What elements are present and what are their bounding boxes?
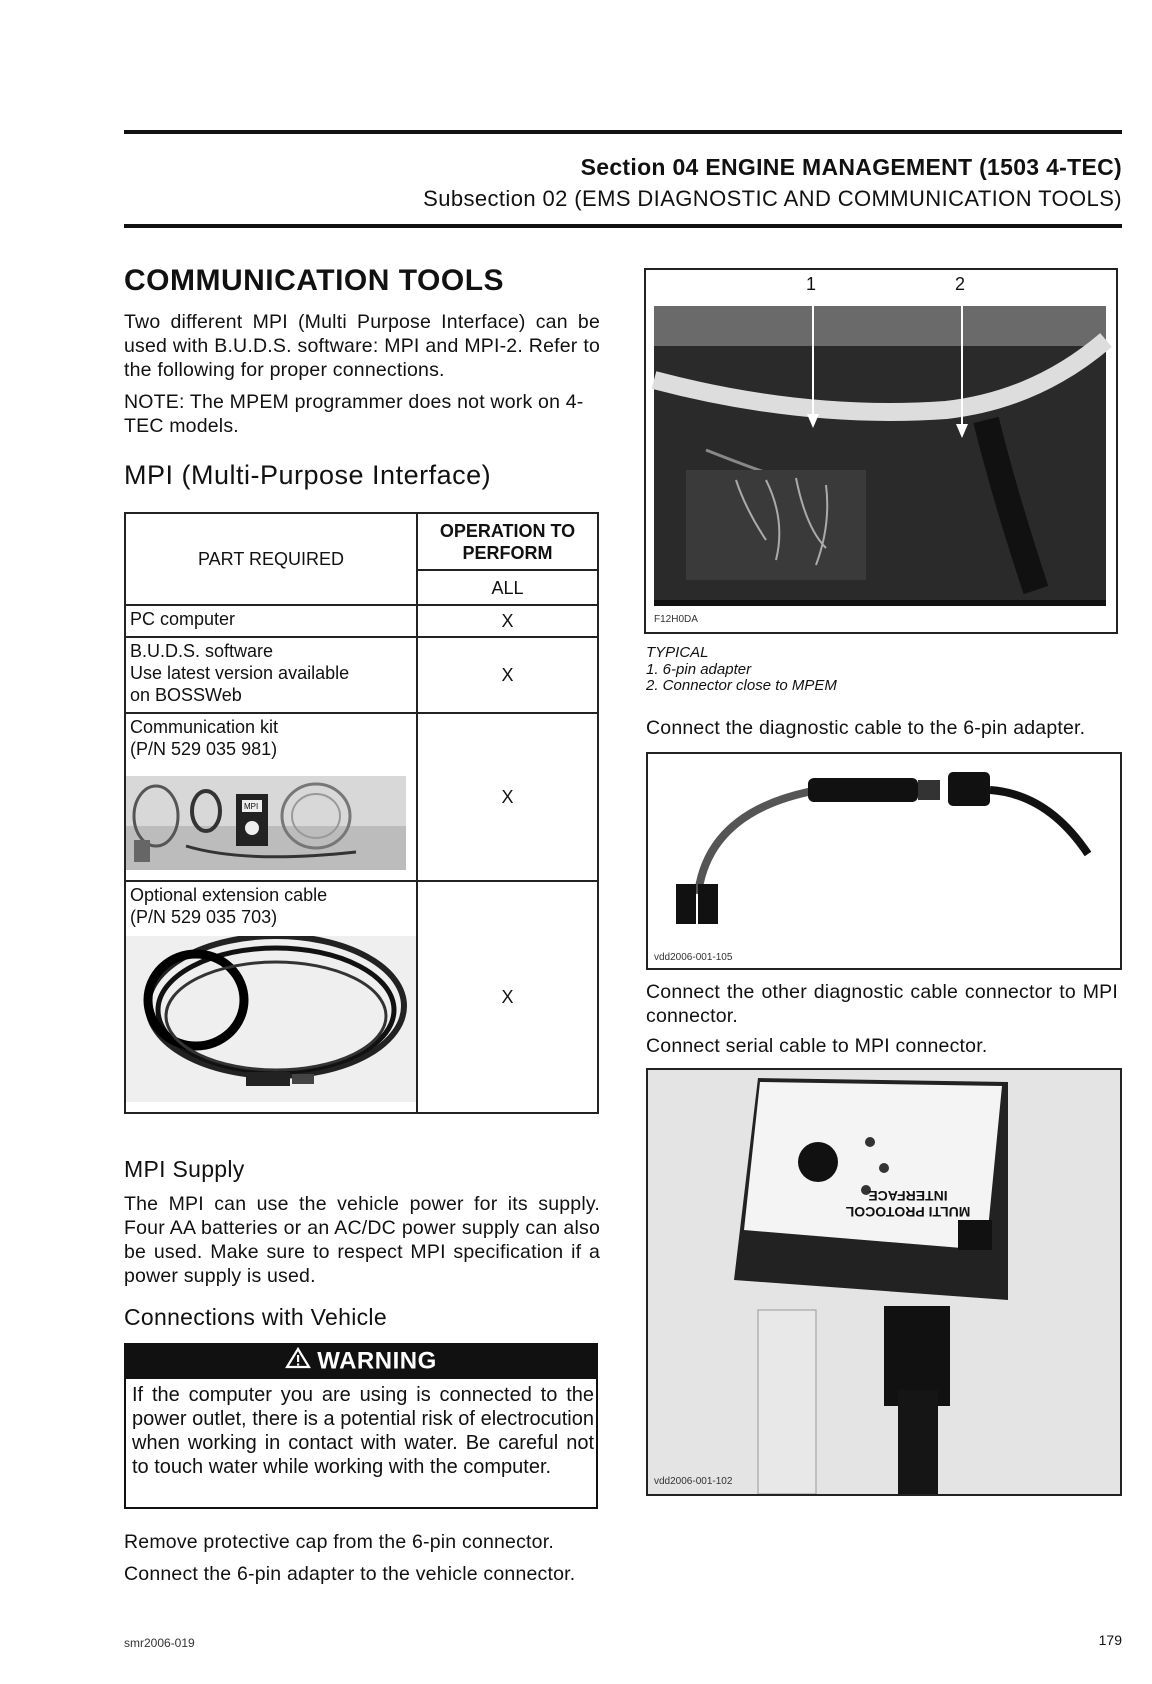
parts-table — [124, 512, 599, 1114]
table-cell-line: (P/N 529 035 703) — [130, 907, 278, 927]
note-text: The MPEM programmer does not work on 4-TEC models. — [124, 391, 584, 437]
page-heading: COMMUNICATION TOOLS — [124, 264, 505, 297]
figure-caption-item-1: 1. 6-pin adapter — [646, 661, 752, 678]
figure-code: vdd2006-001-105 — [654, 952, 733, 963]
engine-connector-photo — [644, 268, 1118, 634]
mpi-interface-photo — [646, 1068, 1122, 1496]
table-cell-op: X — [417, 637, 598, 713]
table-cell-part — [125, 713, 417, 881]
header-top-rule — [124, 130, 1122, 134]
figure-code: vdd2006-001-102 — [654, 1476, 733, 1487]
table-cell-line: (P/N 529 035 981) — [130, 739, 278, 759]
table-row — [125, 637, 598, 713]
kit-box-label: MPI — [244, 802, 259, 811]
table-cell-line: Optional extension cable — [130, 885, 328, 905]
mpi-box-label: MULTI PROTOCOL INTERFACE — [845, 1188, 971, 1220]
footer-doc-code: smr2006-019 — [124, 1636, 195, 1650]
table-header-operation: OPERATION TO PERFORM — [417, 513, 598, 570]
warning-text: If the computer you are using is connected to the power outlet, there is a potential risk of electrocution when working in contact with water. Be careful not to touch water while working with the computer. — [124, 1379, 598, 1509]
step-remove-cap: Remove protective cap from the 6-pin connector. — [124, 1531, 554, 1553]
table-row — [125, 713, 598, 881]
header-bottom-rule — [124, 224, 1122, 228]
connect-serial-paragraph: Connect serial cable to MPI connector. — [646, 1035, 988, 1057]
warning-label: WARNING — [317, 1347, 437, 1375]
connections-heading: Connections with Vehicle — [124, 1304, 387, 1330]
table-row — [125, 605, 598, 637]
table-row — [125, 881, 598, 1113]
subsection-title: Subsection 02 (EMS DIAGNOSTIC AND COMMUNICATION TOOLS) — [423, 186, 1122, 211]
mpi-supply-heading: MPI Supply — [124, 1156, 245, 1182]
note-paragraph — [124, 390, 600, 438]
table-cell-part: PC computer — [125, 605, 417, 637]
warning-triangle-icon — [285, 1344, 311, 1380]
figure-caption-item-2: 2. Connector close to MPEM — [646, 677, 837, 694]
table-cell-line: Use latest version available — [130, 663, 350, 683]
callout-1: 1 — [806, 274, 817, 294]
extension-cable-photo — [126, 936, 416, 1102]
section-title: Section 04 ENGINE MANAGEMENT (1503 4-TEC) — [580, 154, 1122, 180]
table-subheader-all: ALL — [417, 570, 598, 605]
figure-code: F12H0DA — [654, 614, 698, 625]
step-connect-adapter: Connect the 6-pin adapter to the vehicle connector. — [124, 1563, 576, 1585]
table-cell-line: on BOSSWeb — [130, 685, 242, 705]
diagnostic-cable-photo — [646, 752, 1122, 970]
connect-diagnostic-paragraph: Connect the diagnostic cable to the 6-pin adapter. — [646, 717, 1086, 739]
page-number: 179 — [1098, 1632, 1122, 1648]
table-cell-part — [125, 637, 417, 713]
callout-2: 2 — [955, 274, 966, 294]
table-cell-line: Communication kit — [130, 717, 279, 737]
table-cell-line: B.U.D.S. software — [130, 641, 274, 661]
figure-caption-title: TYPICAL — [646, 644, 709, 661]
communication-kit-photo — [126, 776, 406, 870]
table-cell-part — [125, 881, 417, 1113]
table-header-part: PART REQUIRED — [125, 513, 417, 605]
connect-mpi-paragraph: Connect the other diagnostic cable connector to MPI connector. — [646, 981, 1118, 1027]
warning-banner — [124, 1343, 598, 1379]
table-cell-op: X — [417, 713, 598, 881]
table-cell-op: X — [417, 605, 598, 637]
intro-paragraph: Two different MPI (Multi Purpose Interface) can be used with B.U.D.S. software: MPI and MPI-2. Refer to the following for proper connections. — [124, 311, 600, 381]
mpi-heading: MPI (Multi-Purpose Interface) — [124, 460, 492, 490]
note-label: NOTE: — [124, 391, 185, 413]
table-cell-op: X — [417, 881, 598, 1113]
mpi-supply-paragraph: The MPI can use the vehicle power for its supply. Four AA batteries or an AC/DC power supply can also be used. Make sure to respect MPI specification if a power supply is used. — [124, 1193, 600, 1287]
